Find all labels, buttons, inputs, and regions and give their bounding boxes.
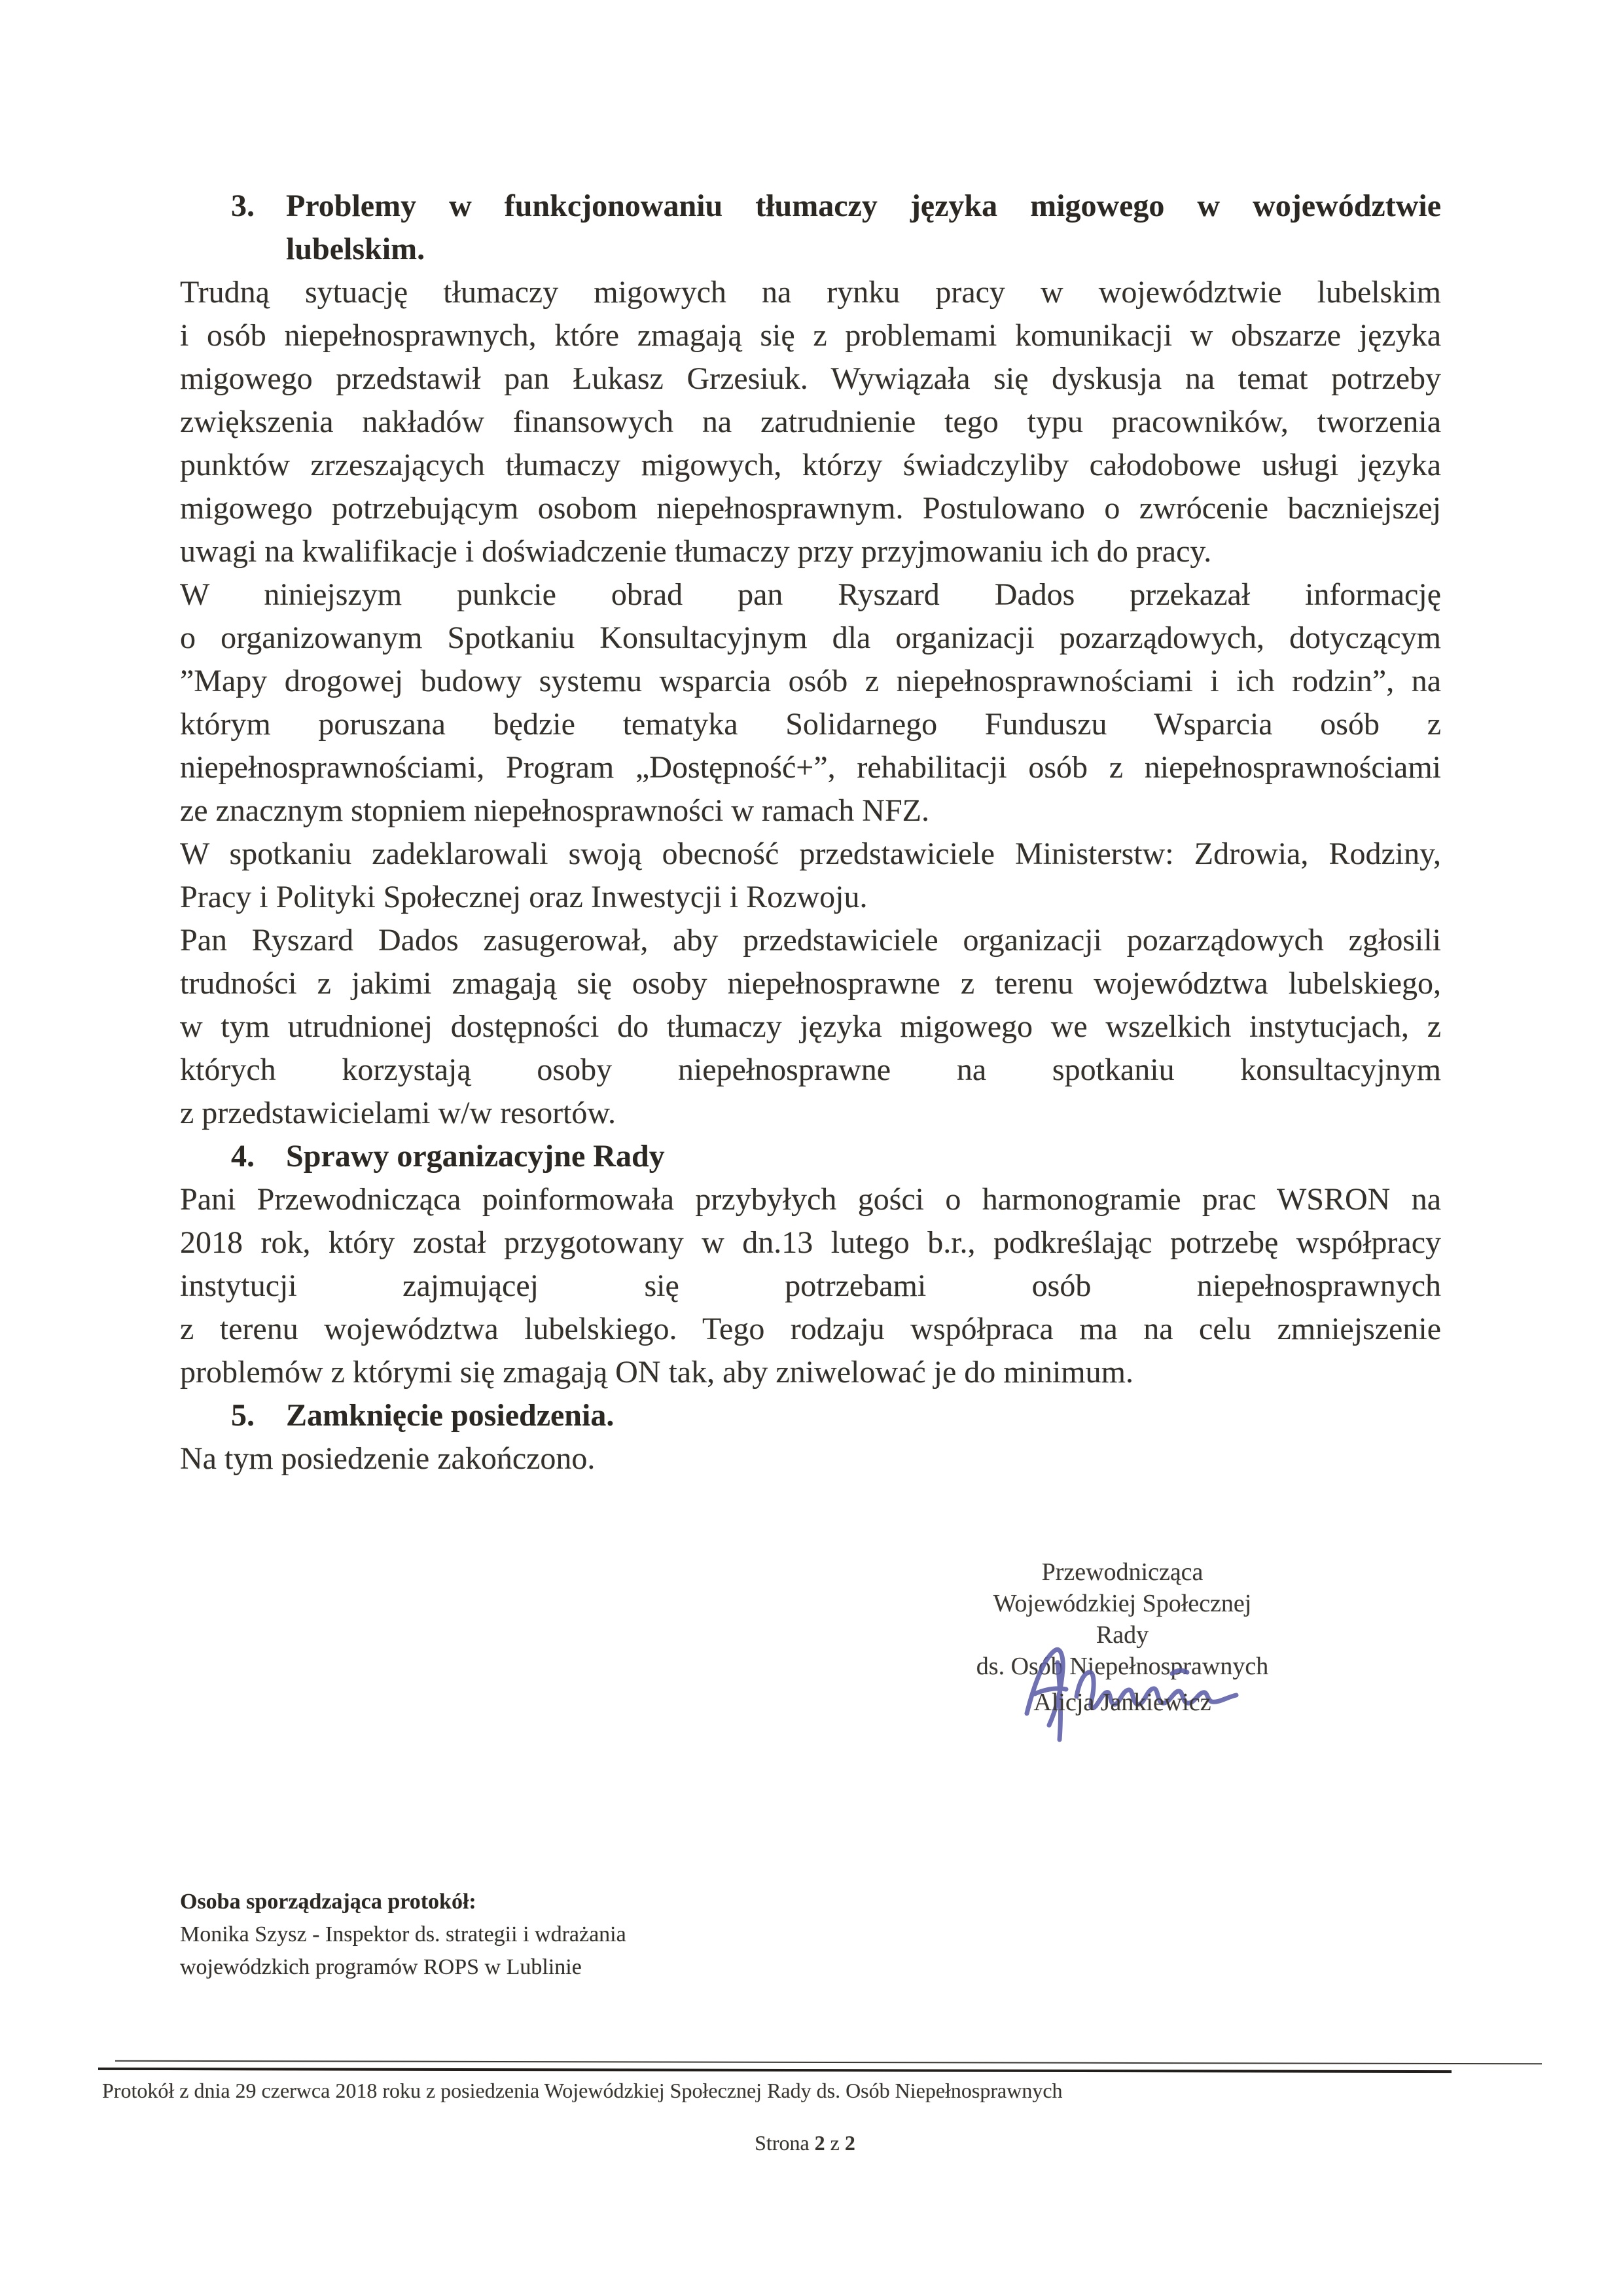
page-number <box>0 2130 1610 2156</box>
line-text: uwagi na kwalifikacje i doświadczenie tłumaczy przy przyjmowaniu ich do pracy. <box>180 534 1212 569</box>
preparer-org-line: wojewódzkich programów ROPS w Lublinie <box>180 1955 582 1979</box>
text-line <box>180 1394 1441 1437</box>
text-line <box>180 919 1441 962</box>
page-number-part: 2 <box>814 2131 825 2155</box>
line-text: Sprawy organizacyjne Rady <box>286 1139 665 1174</box>
signature-role-line: Przewodnicząca <box>1041 1558 1204 1586</box>
text-line <box>180 1437 1441 1480</box>
line-text: Problemy w funkcjonowaniu tłumaczy języka migowego w województwie <box>286 188 1441 223</box>
signature-role-line: ds. Osób Niepełnosprawnych <box>976 1653 1269 1680</box>
text-line <box>180 1005 1441 1049</box>
preparer-name-line: Monika Szysz - Inspektor ds. strategii i wdrażania <box>180 1922 626 1946</box>
text-line <box>180 962 1441 1005</box>
list-number: 5. <box>231 1398 255 1433</box>
text-line <box>180 833 1441 876</box>
text-line <box>180 1221 1441 1265</box>
text-line <box>180 185 1441 228</box>
text-line <box>180 617 1441 660</box>
list-number: 3. <box>231 188 255 223</box>
protocol-body <box>180 185 1441 1480</box>
line-text: którym poruszana będzie tematyka Solidarnego Funduszu Wsparcia osób z <box>180 707 1441 742</box>
line-text: Trudną sytuację tłumaczy migowych na rynku pracy w województwie lubelskim <box>180 275 1441 310</box>
line-text: których korzystają osoby niepełnosprawne na spotkaniu konsultacyjnym <box>180 1052 1441 1087</box>
line-text: instytucji zajmującej się potrzebami osób niepełnosprawnych <box>180 1268 1441 1303</box>
line-text: migowego potrzebującym osobom niepełnosprawnym. Postulowano o zwrócenie baczniejszej <box>180 491 1441 526</box>
text-line <box>180 314 1441 357</box>
line-text: ze znacznym stopniem niepełnosprawności w ramach NFZ. <box>180 793 929 828</box>
line-text: W spotkaniu zadeklarowali swoją obecność przedstawiciele Ministerstw: Zdrowia, Rodziny, <box>180 836 1441 871</box>
text-line <box>180 1135 1441 1178</box>
text-line <box>180 876 1441 919</box>
text-line <box>180 1049 1441 1092</box>
text-line <box>180 444 1441 487</box>
text-line <box>180 789 1441 833</box>
text-line <box>180 746 1441 789</box>
line-text: Pracy i Polityki Społecznej oraz Inwestycji i Rozwoju. <box>180 880 868 914</box>
text-line <box>180 271 1441 314</box>
line-text: 2018 rok, który został przygotowany w dn.13 lutego b.r., podkreślając potrzebę współpracy <box>180 1225 1441 1260</box>
line-text: z przedstawicielami w/w resortów. <box>180 1096 616 1130</box>
line-text: punktów zrzeszających tłumaczy migowych, którzy świadczyliby całodobowe usługi języka <box>180 448 1441 482</box>
list-number: 4. <box>231 1139 255 1174</box>
line-text: W niniejszym punkcie obrad pan Ryszard Dados przekazał informację <box>180 577 1441 612</box>
line-text: Pan Ryszard Dados zasugerował, aby przedstawiciele organizacji pozarządowych zgłosili <box>180 923 1441 958</box>
line-text: i osób niepełnosprawnych, które zmagają się z problemami komunikacji w obszarze języka <box>180 318 1441 353</box>
preparer-block <box>180 1886 965 1984</box>
text-line <box>180 1092 1441 1135</box>
line-text: Na tym posiedzenie zakończono. <box>180 1441 596 1476</box>
text-line <box>180 1178 1441 1221</box>
line-text: lubelskim. <box>286 232 425 266</box>
line-text: Zamknięcie posiedzenia. <box>286 1398 615 1433</box>
text-line <box>180 401 1441 444</box>
text-line <box>180 487 1441 530</box>
line-text: w tym utrudnionej dostępności do tłumaczy języka migowego we wszelkich instytucjach, z <box>180 1009 1441 1044</box>
text-line <box>180 660 1441 703</box>
text-line <box>180 228 1441 271</box>
signature-role-line: Wojewódzkiej Społecznej Rady <box>993 1590 1252 1649</box>
page-number-part: 2 <box>844 2131 855 2155</box>
text-line <box>180 530 1441 573</box>
signature-name: Alicja Jankiewicz <box>1033 1689 1211 1716</box>
text-line <box>180 1265 1441 1308</box>
text-line <box>180 1308 1441 1351</box>
line-text: o organizowanym Spotkaniu Konsultacyjnym dla organizacji pozarządowych, dotyczącym <box>180 620 1441 655</box>
line-text: zwiększenia nakładów finansowych na zatrudnienie tego typu pracowników, tworzenia <box>180 404 1441 439</box>
line-text: problemów z którymi się zmagają ON tak, aby zniwelować je do minimum. <box>180 1355 1133 1390</box>
footer-protocol-reference: Protokół z dnia 29 czerwca 2018 roku z posiedzenia Wojewódzkiej Społecznej Rady ds. Osób Niepełnosprawnych <box>102 2079 1063 2102</box>
text-line <box>180 1351 1441 1394</box>
preparer-heading: Osoba sporządzająca protokół: <box>180 1890 476 1914</box>
text-line <box>180 573 1441 617</box>
line-text: trudności z jakimi zmagają się osoby niepełnosprawne z terenu województwa lubelskiego, <box>180 966 1441 1001</box>
signature-block <box>965 1556 1279 1682</box>
footer-divider-line <box>98 2068 1452 2073</box>
line-text: niepełnosprawnościami, Program „Dostępność+”, rehabilitacji osób z niepełnosprawnościami <box>180 750 1441 785</box>
page-number-part: Strona <box>755 2131 815 2155</box>
text-line <box>180 703 1441 746</box>
footer-divider-line-thin <box>115 2060 1542 2065</box>
line-text: z terenu województwa lubelskiego. Tego rodzaju współpraca ma na celu zmniejszenie <box>180 1312 1441 1346</box>
line-text: ”Mapy drogowej budowy systemu wsparcia osób z niepełnosprawnościami i ich rodzin”, na <box>180 664 1441 698</box>
line-text: Pani Przewodnicząca poinformowała przybyłych gości o harmonogramie prac WSRON na <box>180 1182 1441 1217</box>
page-number-part: z <box>825 2131 845 2155</box>
text-line <box>180 357 1441 401</box>
line-text: migowego przedstawił pan Łukasz Grzesiuk. Wywiązała się dyskusja na temat potrzeby <box>180 361 1441 396</box>
